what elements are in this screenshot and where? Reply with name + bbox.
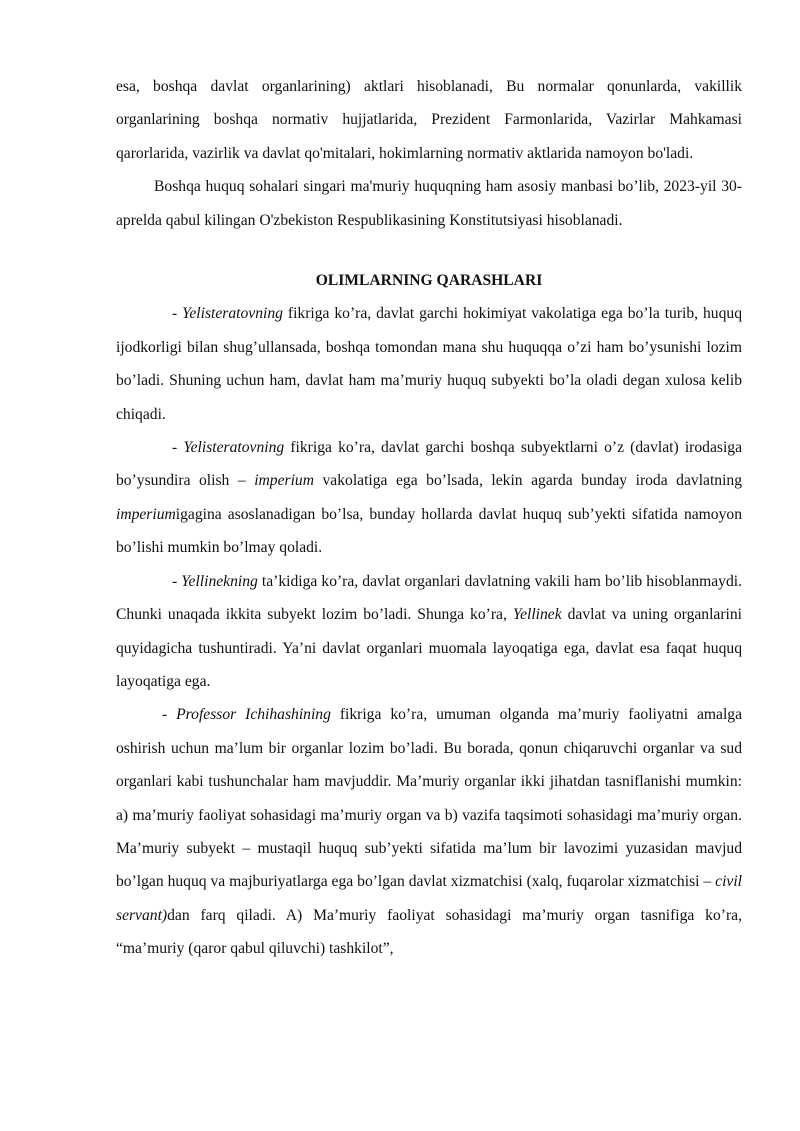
dash-prefix: - — [172, 305, 183, 323]
paragraph-text: igagina asoslanadigan bo’lsa, bunday hollarda davlat huquq sub’yekti sifatida namoyon bo’lishi mumkin bo’lmay qoladi. — [116, 505, 742, 557]
scholar-name: Yellinek — [512, 606, 562, 624]
paragraph-normative-acts: esa, boshqa davlat organlarining) aktlari hisoblanadi, Bu normalar qonunlarda, vakillik organlarining boshqa normativ hujjatlarida, Prezident Farmonlarida, Vazirlar Mahkamasi qarorlarida, vazirlik va davlat qo'mitalari, hokimlarning normativ aktlarida namoyon bo'ladi. — [116, 78, 742, 162]
scholar-name: Yelisteratovning — [183, 439, 285, 457]
paragraph-text: fikriga ko’ra, umuman olganda ma’muriy faoliyatni amalga oshirish uchun ma’lum bir organlar lozim bo’ladi. Bu borada, qonun chiqaruvchi organlar va sud organlari kabi tushunchalar ham mavjuddir. Ma’muriy organlar ikki jihatdan tasniflanishi mumkin: a) ma’muriy faoliyat sohasidagi ma’muriy organ va b) vazifa taqsimoti sohasidagi ma’muriy organ. Ma’muriy subyekt – mustaqil huquq sub’yekti sifatida ma’lum bir lavozimi yuzasidan mavjud bo’lgan huquq va majburiyatlarga ega bo’lgan davlat xizmatchisi (xalq, fuqarolar xizmatchisi – — [116, 706, 743, 891]
paragraph-yelisteratov-2 — [116, 431, 742, 565]
dash-prefix: - — [172, 572, 182, 590]
section-heading: OLIMLARNING QARASHLARI — [315, 272, 543, 290]
document-body — [116, 70, 742, 966]
paragraph-text: fikriga ko’ra, davlat garchi boshqa subyektlarni o’z (davlat) irodasiga bo’ysundira olish – — [116, 439, 742, 490]
paragraph-text: ta’kidiga ko’ra, davlat organlari davlatning vakili ham bo’lib hisoblanmaydi. Chunki unaqada ikkita subyekt lozim bo’ladi. Shunga ko’ra, — [116, 572, 743, 624]
dash-prefix: - — [172, 439, 184, 457]
paragraph-text: davlat va uning organlarini quyidagicha tushuntiradi. Ya’ni davlat organlari muomala layoqatiga ega, davlat esa faqat huquq layoqatiga ega. — [116, 606, 742, 690]
latin-term: imperium — [116, 505, 176, 523]
paragraph-text: dan farq qiladi. A) Ma’muriy faoliyat sohasidagi ma’muriy organ tasnifiga ko’ra, “ma’muriy (qaror qabul qiluvchi) tashkilot”, — [116, 906, 742, 958]
scholar-name: Yellinekning — [181, 572, 258, 590]
latin-term: imperium — [254, 472, 314, 490]
scholar-name: Professor Ichihashining — [176, 706, 331, 724]
paragraph-text: fikriga ko’ra, davlat garchi hokimiyat vakolatiga ega bo’la turib, huquq ijodkorligi bilan shug’ullansada, boshqa tomondan mana shu huquqqa o’zi ham bo’ysunishi lozim bo’ladi. Shuning uchun ham, davlat ham ma’muriy huquq subyekti bo’la oladi degan xulosa kelib chiqadi. — [116, 305, 742, 423]
paragraph-yelisteratov-1 — [116, 297, 742, 431]
dash-prefix: - — [162, 706, 177, 724]
english-term: civil servant) — [116, 873, 742, 924]
paragraph-yellinek — [116, 565, 742, 699]
paragraph-text: vakolatiga ega bo’lsada, lekin agarda bunday iroda davlatning — [313, 472, 742, 490]
paragraph-constitution-source: Boshqa huquq sohalari singari ma'muriy huquqning ham asosiy manbasi bo’lib, 2023-yil 30-aprelda qabul kilingan O'zbekiston Respublikasining Konstitutsiyasi hisoblanadi. — [116, 178, 742, 229]
paragraph-ichihashi — [116, 698, 742, 965]
scholar-name: Yelisteratovning — [182, 305, 283, 323]
